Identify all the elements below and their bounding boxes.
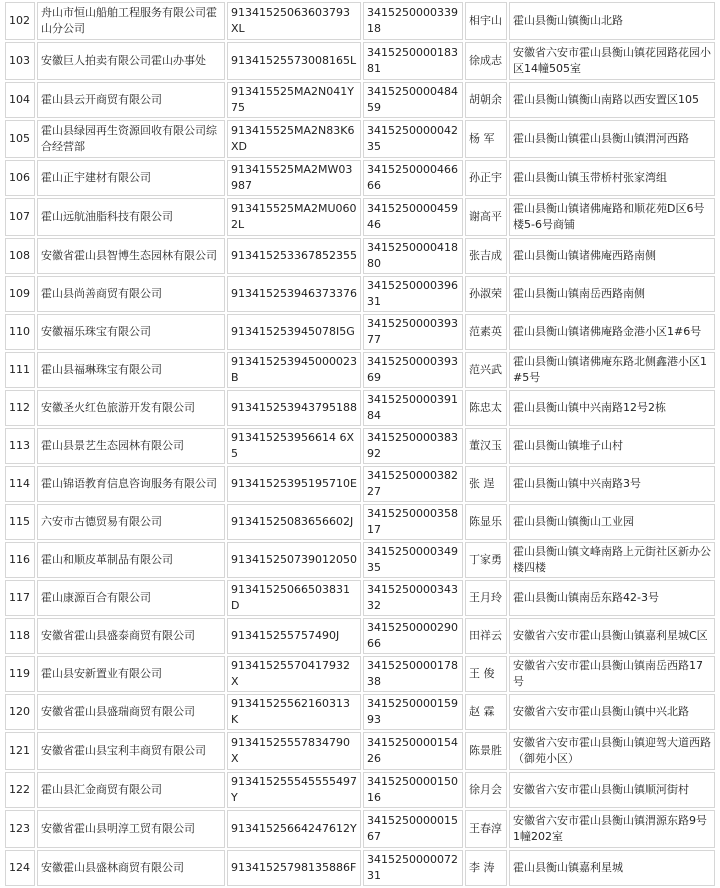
table-row	[5, 772, 715, 808]
credit-code-cell: 91341525664247612Y	[227, 810, 361, 848]
legal-representative-cell: 胡朝余	[465, 82, 507, 118]
table-row	[5, 238, 715, 274]
row-number-cell: 122	[5, 772, 35, 808]
credit-code-cell: 913415253945078I5G	[227, 314, 361, 350]
address-cell: 霍山县衡山镇诸佛庵路和顺花苑D区6号楼5-6号商铺	[509, 198, 715, 236]
row-number-cell: 121	[5, 732, 35, 770]
row-number-cell: 116	[5, 542, 35, 578]
registration-number-cell: 341525000034332	[363, 580, 463, 616]
row-number-cell: 123	[5, 810, 35, 848]
row-number-cell: 108	[5, 238, 35, 274]
table-row	[5, 390, 715, 426]
legal-representative-cell: 赵 霖	[465, 694, 507, 730]
row-number-cell: 111	[5, 352, 35, 388]
company-name-cell: 安徽圣火红色旅游开发有限公司	[37, 390, 225, 426]
company-name-cell: 霍山康源百合有限公司	[37, 580, 225, 616]
company-name-cell: 安徽省霍山县盛瑞商贸有限公司	[37, 694, 225, 730]
address-cell: 霍山县衡山镇中兴南路3号	[509, 466, 715, 502]
registration-number-cell: 341525000045946	[363, 198, 463, 236]
address-cell: 霍山县衡山镇文峰南路上元街社区新办公楼四楼	[509, 542, 715, 578]
company-table	[3, 0, 717, 888]
company-name-cell: 安徽省霍山县盛泰商贸有限公司	[37, 618, 225, 654]
credit-code-cell: 913415255545555497Y	[227, 772, 361, 808]
address-cell: 霍山县衡山镇南岳东路42-3号	[509, 580, 715, 616]
table-row	[5, 850, 715, 886]
registration-number-cell: 341525000041880	[363, 238, 463, 274]
row-number-cell: 115	[5, 504, 35, 540]
legal-representative-cell: 陈景胜	[465, 732, 507, 770]
address-cell: 霍山县衡山镇衡山北路	[509, 2, 715, 40]
credit-code-cell: 91341525570417932X	[227, 656, 361, 692]
address-cell: 霍山县衡山镇南岳西路南侧	[509, 276, 715, 312]
row-number-cell: 124	[5, 850, 35, 886]
registration-number-cell: 341525000039369	[363, 352, 463, 388]
company-name-cell: 霍山锦语教育信息咨询服务有限公司	[37, 466, 225, 502]
table-row	[5, 428, 715, 464]
registration-number-cell: 341525000007231	[363, 850, 463, 886]
registration-number-cell: 341525000039631	[363, 276, 463, 312]
row-number-cell: 114	[5, 466, 35, 502]
legal-representative-cell: 张吉成	[465, 238, 507, 274]
address-cell: 霍山县衡山镇诸佛庵东路北侧鑫港小区1#5号	[509, 352, 715, 388]
registration-number-cell: 341525000046666	[363, 160, 463, 196]
company-name-cell: 霍山县尚善商贸有限公司	[37, 276, 225, 312]
legal-representative-cell: 田祥云	[465, 618, 507, 654]
table-row	[5, 504, 715, 540]
address-cell: 霍山县衡山镇衡山工业园	[509, 504, 715, 540]
legal-representative-cell: 王春淳	[465, 810, 507, 848]
table-row	[5, 618, 715, 654]
legal-representative-cell: 董汉玉	[465, 428, 507, 464]
company-name-cell: 安徽巨人拍卖有限公司霍山办事处	[37, 42, 225, 80]
table-row	[5, 314, 715, 350]
company-name-cell: 霍山县汇金商贸有限公司	[37, 772, 225, 808]
credit-code-cell: 913415253943795188	[227, 390, 361, 426]
registration-number-cell: 341525000015993	[363, 694, 463, 730]
company-name-cell: 六安市古德贸易有限公司	[37, 504, 225, 540]
legal-representative-cell: 张 逞	[465, 466, 507, 502]
table-row	[5, 276, 715, 312]
credit-code-cell: 91341525798135886F	[227, 850, 361, 886]
row-number-cell: 104	[5, 82, 35, 118]
table-row	[5, 2, 715, 40]
credit-code-cell: 91341525562160313K	[227, 694, 361, 730]
credit-code-cell: 91341525083656602J	[227, 504, 361, 540]
address-cell: 霍山县衡山镇堆子山村	[509, 428, 715, 464]
address-cell: 霍山县衡山镇嘉利星城	[509, 850, 715, 886]
table-row	[5, 160, 715, 196]
credit-code-cell: 913415255757490J	[227, 618, 361, 654]
company-name-cell: 安徽省霍山县宝利丰商贸有限公司	[37, 732, 225, 770]
table-body	[5, 2, 715, 886]
row-number-cell: 110	[5, 314, 35, 350]
company-name-cell: 霍山县安新置业有限公司	[37, 656, 225, 692]
table-row	[5, 82, 715, 118]
legal-representative-cell: 孙正宇	[465, 160, 507, 196]
registration-number-cell: 341525000034935	[363, 542, 463, 578]
company-name-cell: 霍山和顺皮革制品有限公司	[37, 542, 225, 578]
registration-number-cell: 341525000039184	[363, 390, 463, 426]
credit-code-cell: 91341525063603793XL	[227, 2, 361, 40]
address-cell: 霍山县衡山镇诸佛庵路金港小区1#6号	[509, 314, 715, 350]
company-name-cell: 舟山市恒山船舶工程服务有限公司霍山分公司	[37, 2, 225, 40]
legal-representative-cell: 谢高平	[465, 198, 507, 236]
address-cell: 安徽省六安市霍山县衡山镇渭源东路9号1幢202室	[509, 810, 715, 848]
registration-number-cell: 341525000039377	[363, 314, 463, 350]
row-number-cell: 119	[5, 656, 35, 692]
credit-code-cell: 913415525MA2MW03987	[227, 160, 361, 196]
credit-code-cell: 913415525MA2N041Y75	[227, 82, 361, 118]
credit-code-cell: 913415525MA2N83K6XD	[227, 120, 361, 158]
credit-code-cell: 91341525066503831D	[227, 580, 361, 616]
table-row	[5, 198, 715, 236]
row-number-cell: 118	[5, 618, 35, 654]
registration-number-cell: 341525000035817	[363, 504, 463, 540]
table-row	[5, 694, 715, 730]
legal-representative-cell: 孙淑荣	[465, 276, 507, 312]
table-row	[5, 42, 715, 80]
registration-number-cell: 341525000015016	[363, 772, 463, 808]
table-row	[5, 120, 715, 158]
address-cell: 安徽省六安市霍山县衡山镇迎驾大道西路（御苑小区）	[509, 732, 715, 770]
company-name-cell: 安徽省霍山县明淳工贸有限公司	[37, 810, 225, 848]
legal-representative-cell: 丁家勇	[465, 542, 507, 578]
company-name-cell: 霍山县绿园再生资源回收有限公司综合经营部	[37, 120, 225, 158]
address-cell: 霍山县衡山镇霍山县衡山镇渭河西路	[509, 120, 715, 158]
address-cell: 霍山县衡山镇玉带桥村张家湾组	[509, 160, 715, 196]
address-cell: 安徽省六安市霍山县衡山镇嘉利星城C区	[509, 618, 715, 654]
row-number-cell: 120	[5, 694, 35, 730]
row-number-cell: 105	[5, 120, 35, 158]
address-cell: 安徽省六安市霍山县衡山镇花园路花园小区14幢505室	[509, 42, 715, 80]
registration-number-cell: 341525000004235	[363, 120, 463, 158]
registration-number-cell: 341525000017838	[363, 656, 463, 692]
table-row	[5, 656, 715, 692]
legal-representative-cell: 王月玲	[465, 580, 507, 616]
credit-code-cell: 913415253367852355	[227, 238, 361, 274]
company-name-cell: 霍山远航油脂科技有限公司	[37, 198, 225, 236]
registration-number-cell: 341525000015426	[363, 732, 463, 770]
legal-representative-cell: 李 涛	[465, 850, 507, 886]
credit-code-cell: 91341525395195710E	[227, 466, 361, 502]
company-name-cell: 霍山县云开商贸有限公司	[37, 82, 225, 118]
credit-code-cell: 91341525557834790X	[227, 732, 361, 770]
table-row	[5, 466, 715, 502]
registration-number-cell: 341525000018381	[363, 42, 463, 80]
legal-representative-cell: 王 俊	[465, 656, 507, 692]
company-name-cell: 安徽省霍山县智博生态园林有限公司	[37, 238, 225, 274]
company-name-cell: 霍山县景艺生态园林有限公司	[37, 428, 225, 464]
company-name-cell: 安徽霍山县盛林商贸有限公司	[37, 850, 225, 886]
table-row	[5, 580, 715, 616]
credit-code-cell: 913415250739012050	[227, 542, 361, 578]
address-cell: 安徽省六安市霍山县衡山镇南岳西路17号	[509, 656, 715, 692]
address-cell: 霍山县衡山镇中兴南路12号2栋	[509, 390, 715, 426]
row-number-cell: 113	[5, 428, 35, 464]
registration-number-cell: 341525000001567	[363, 810, 463, 848]
address-cell: 霍山县衡山镇衡山南路以西安置区105	[509, 82, 715, 118]
legal-representative-cell: 陈显乐	[465, 504, 507, 540]
table-row	[5, 542, 715, 578]
legal-representative-cell: 相宇山	[465, 2, 507, 40]
registration-number-cell: 341525000038392	[363, 428, 463, 464]
table-row	[5, 352, 715, 388]
registration-number-cell: 341525000048459	[363, 82, 463, 118]
registration-number-cell: 341525000029066	[363, 618, 463, 654]
company-name-cell: 霍山县福琳珠宝有限公司	[37, 352, 225, 388]
legal-representative-cell: 徐成志	[465, 42, 507, 80]
legal-representative-cell: 杨 军	[465, 120, 507, 158]
row-number-cell: 107	[5, 198, 35, 236]
address-cell: 安徽省六安市霍山县衡山镇顺河街村	[509, 772, 715, 808]
company-table-container	[3, 0, 717, 888]
table-row	[5, 810, 715, 848]
legal-representative-cell: 徐月会	[465, 772, 507, 808]
registration-number-cell: 341525000038227	[363, 466, 463, 502]
row-number-cell: 106	[5, 160, 35, 196]
row-number-cell: 103	[5, 42, 35, 80]
row-number-cell: 102	[5, 2, 35, 40]
credit-code-cell: 91341525573008165L	[227, 42, 361, 80]
company-name-cell: 霍山正宇建材有限公司	[37, 160, 225, 196]
row-number-cell: 112	[5, 390, 35, 426]
table-row	[5, 732, 715, 770]
row-number-cell: 109	[5, 276, 35, 312]
registration-number-cell: 341525000033918	[363, 2, 463, 40]
address-cell: 霍山县衡山镇诸佛庵西路南侧	[509, 238, 715, 274]
credit-code-cell: 913415253945000023B	[227, 352, 361, 388]
legal-representative-cell: 陈忠太	[465, 390, 507, 426]
credit-code-cell: 913415253946373376	[227, 276, 361, 312]
company-name-cell: 安徽福乐珠宝有限公司	[37, 314, 225, 350]
credit-code-cell: 913415525MA2MU0602L	[227, 198, 361, 236]
legal-representative-cell: 范兴武	[465, 352, 507, 388]
credit-code-cell: 913415253956614 6X5	[227, 428, 361, 464]
row-number-cell: 117	[5, 580, 35, 616]
address-cell: 安徽省六安市霍山县衡山镇中兴北路	[509, 694, 715, 730]
legal-representative-cell: 范素英	[465, 314, 507, 350]
